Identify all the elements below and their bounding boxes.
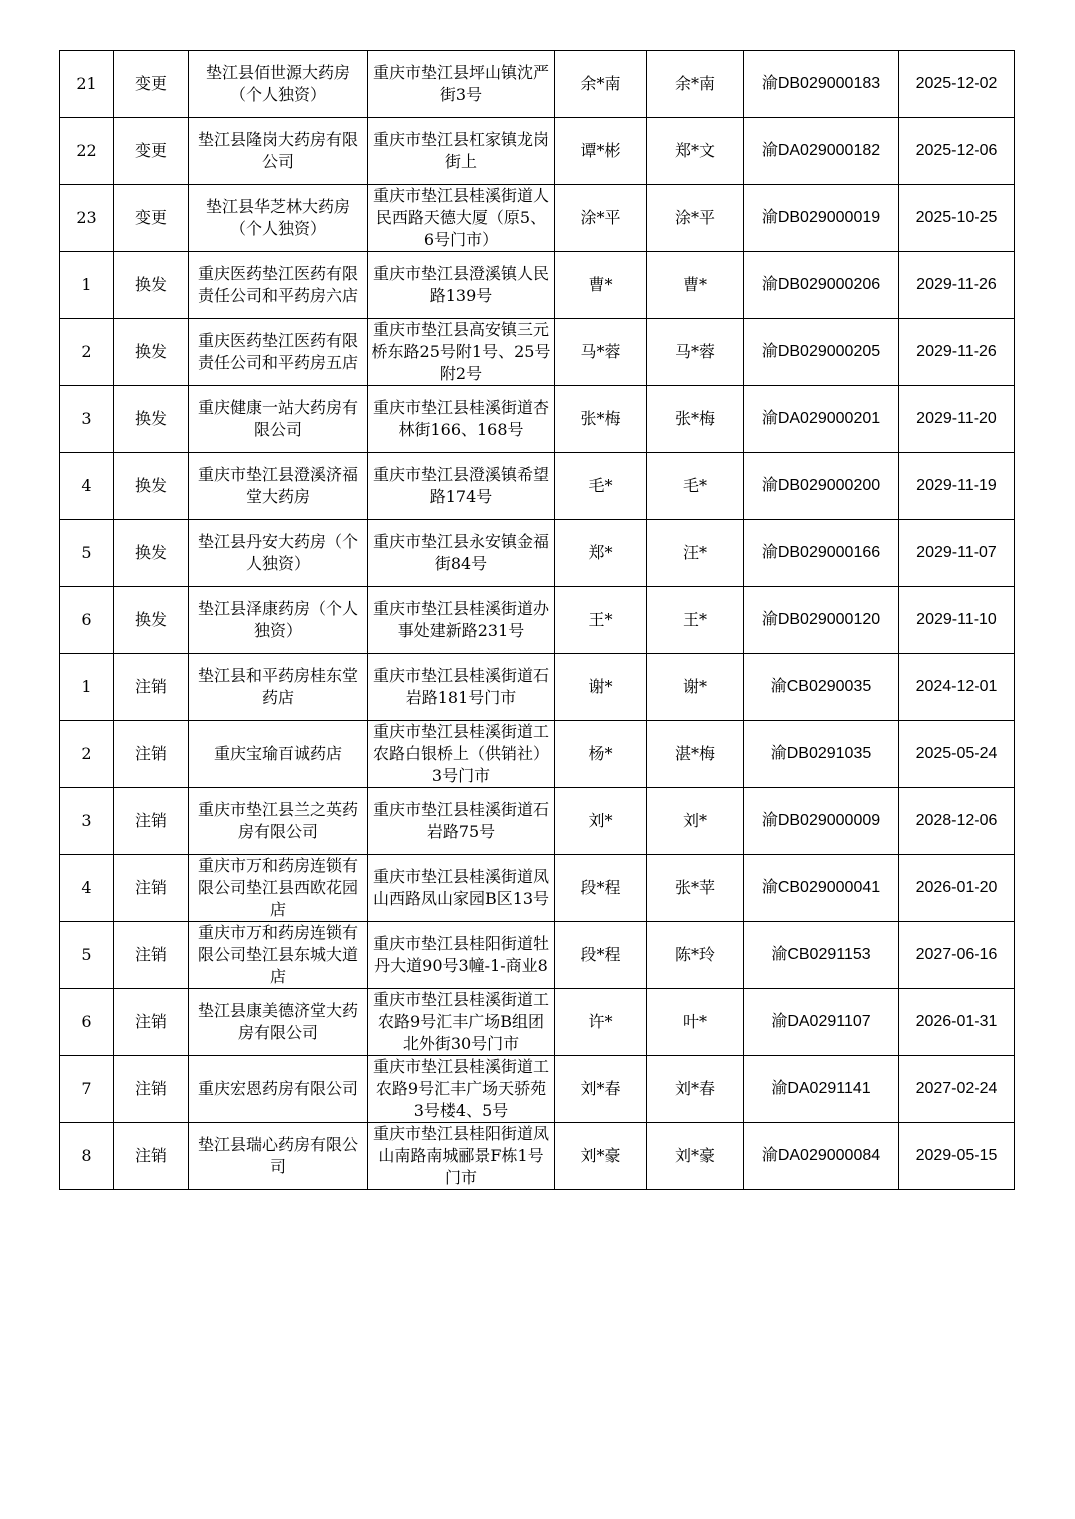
change-type-cell: 变更 <box>114 51 189 118</box>
change-type-cell: 注销 <box>114 855 189 922</box>
license-number-cell: 渝CB0291153 <box>744 922 899 989</box>
expiry-date-cell: 2029-05-15 <box>899 1123 1015 1190</box>
table-row <box>60 118 1015 185</box>
quality-manager-cell: 刘*春 <box>647 1056 744 1123</box>
company-name-cell: 重庆医药垫江医药有限责任公司和平药房六店 <box>189 252 368 319</box>
row-number-cell: 4 <box>60 453 114 520</box>
change-type-cell: 注销 <box>114 989 189 1056</box>
legal-representative-cell: 涂*平 <box>555 185 647 252</box>
address-cell: 重庆市垫江县桂溪街道杏林街166、168号 <box>368 386 555 453</box>
expiry-date-cell: 2027-02-24 <box>899 1056 1015 1123</box>
quality-manager-cell: 涂*平 <box>647 185 744 252</box>
expiry-date-cell: 2027-06-16 <box>899 922 1015 989</box>
company-name-cell: 垫江县和平药房桂东堂药店 <box>189 654 368 721</box>
license-number-cell: 渝CB0290035 <box>744 654 899 721</box>
row-number-cell: 22 <box>60 118 114 185</box>
row-number-cell: 4 <box>60 855 114 922</box>
table-row <box>60 520 1015 587</box>
expiry-date-cell: 2025-12-06 <box>899 118 1015 185</box>
expiry-date-cell: 2024-12-01 <box>899 654 1015 721</box>
company-name-cell: 重庆市垫江县澄溪济福堂大药房 <box>189 453 368 520</box>
expiry-date-cell: 2029-11-07 <box>899 520 1015 587</box>
expiry-date-cell: 2026-01-31 <box>899 989 1015 1056</box>
quality-manager-cell: 张*梅 <box>647 386 744 453</box>
quality-manager-cell: 曹* <box>647 252 744 319</box>
row-number-cell: 7 <box>60 1056 114 1123</box>
quality-manager-cell: 陈*玲 <box>647 922 744 989</box>
address-cell: 重庆市垫江县坪山镇沈严街3号 <box>368 51 555 118</box>
table-row <box>60 386 1015 453</box>
table-row <box>60 51 1015 118</box>
expiry-date-cell: 2029-11-26 <box>899 319 1015 386</box>
quality-manager-cell: 余*南 <box>647 51 744 118</box>
address-cell: 重庆市垫江县桂阳街道凤山南路南城郦景F栋1号门市 <box>368 1123 555 1190</box>
expiry-date-cell: 2025-05-24 <box>899 721 1015 788</box>
table-row <box>60 989 1015 1056</box>
license-number-cell: 渝DA0291141 <box>744 1056 899 1123</box>
legal-representative-cell: 刘*豪 <box>555 1123 647 1190</box>
quality-manager-cell: 毛* <box>647 453 744 520</box>
table-row <box>60 922 1015 989</box>
license-number-cell: 渝DB029000120 <box>744 587 899 654</box>
table-row <box>60 654 1015 721</box>
company-name-cell: 垫江县华芝林大药房（个人独资） <box>189 185 368 252</box>
row-number-cell: 3 <box>60 386 114 453</box>
legal-representative-cell: 刘* <box>555 788 647 855</box>
legal-representative-cell: 谢* <box>555 654 647 721</box>
change-type-cell: 换发 <box>114 453 189 520</box>
license-number-cell: 渝DA0291107 <box>744 989 899 1056</box>
quality-manager-cell: 郑*文 <box>647 118 744 185</box>
row-number-cell: 2 <box>60 319 114 386</box>
change-type-cell: 注销 <box>114 922 189 989</box>
legal-representative-cell: 段*程 <box>555 855 647 922</box>
address-cell: 重庆市垫江县桂阳街道牡丹大道90号3幢-1-商业8 <box>368 922 555 989</box>
license-number-cell: 渝DB029000205 <box>744 319 899 386</box>
company-name-cell: 垫江县瑞心药房有限公司 <box>189 1123 368 1190</box>
address-cell: 重庆市垫江县桂溪街道办事处建新路231号 <box>368 587 555 654</box>
company-name-cell: 垫江县康美德济堂大药房有限公司 <box>189 989 368 1056</box>
address-cell: 重庆市垫江县桂溪街道人民西路天德大厦（原5、6号门市） <box>368 185 555 252</box>
legal-representative-cell: 段*程 <box>555 922 647 989</box>
change-type-cell: 换发 <box>114 252 189 319</box>
license-number-cell: 渝CB029000041 <box>744 855 899 922</box>
legal-representative-cell: 杨* <box>555 721 647 788</box>
company-name-cell: 垫江县丹安大药房（个人独资） <box>189 520 368 587</box>
table-row <box>60 185 1015 252</box>
address-cell: 重庆市垫江县桂溪街道工农路9号汇丰广场B组团北外街30号门市 <box>368 989 555 1056</box>
address-cell: 重庆市垫江县杠家镇龙岗街上 <box>368 118 555 185</box>
company-name-cell: 垫江县泽康药房（个人独资） <box>189 587 368 654</box>
license-number-cell: 渝DA029000201 <box>744 386 899 453</box>
change-type-cell: 换发 <box>114 386 189 453</box>
quality-manager-cell: 湛*梅 <box>647 721 744 788</box>
legal-representative-cell: 许* <box>555 989 647 1056</box>
table-row <box>60 1123 1015 1190</box>
quality-manager-cell: 谢* <box>647 654 744 721</box>
change-type-cell: 换发 <box>114 319 189 386</box>
change-type-cell: 注销 <box>114 1056 189 1123</box>
quality-manager-cell: 汪* <box>647 520 744 587</box>
row-number-cell: 6 <box>60 989 114 1056</box>
legal-representative-cell: 王* <box>555 587 647 654</box>
expiry-date-cell: 2029-11-26 <box>899 252 1015 319</box>
row-number-cell: 21 <box>60 51 114 118</box>
change-type-cell: 变更 <box>114 118 189 185</box>
table-row <box>60 319 1015 386</box>
row-number-cell: 1 <box>60 252 114 319</box>
license-number-cell: 渝DB0291035 <box>744 721 899 788</box>
change-type-cell: 注销 <box>114 1123 189 1190</box>
company-name-cell: 垫江县隆岗大药房有限公司 <box>189 118 368 185</box>
legal-representative-cell: 刘*春 <box>555 1056 647 1123</box>
row-number-cell: 1 <box>60 654 114 721</box>
address-cell: 重庆市垫江县桂溪街道工农路白银桥上（供销社）3号门市 <box>368 721 555 788</box>
legal-representative-cell: 余*南 <box>555 51 647 118</box>
table-row <box>60 252 1015 319</box>
quality-manager-cell: 王* <box>647 587 744 654</box>
company-name-cell: 重庆市万和药房连锁有限公司垫江县东城大道店 <box>189 922 368 989</box>
legal-representative-cell: 谭*彬 <box>555 118 647 185</box>
address-cell: 重庆市垫江县永安镇金福街84号 <box>368 520 555 587</box>
address-cell: 重庆市垫江县桂溪街道石岩路75号 <box>368 788 555 855</box>
expiry-date-cell: 2026-01-20 <box>899 855 1015 922</box>
quality-manager-cell: 刘*豪 <box>647 1123 744 1190</box>
company-name-cell: 垫江县佰世源大药房（个人独资） <box>189 51 368 118</box>
address-cell: 重庆市垫江县澄溪镇希望路174号 <box>368 453 555 520</box>
company-name-cell: 重庆医药垫江医药有限责任公司和平药房五店 <box>189 319 368 386</box>
company-name-cell: 重庆市垫江县兰之英药房有限公司 <box>189 788 368 855</box>
table-row <box>60 453 1015 520</box>
expiry-date-cell: 2029-11-19 <box>899 453 1015 520</box>
expiry-date-cell: 2025-12-02 <box>899 51 1015 118</box>
change-type-cell: 注销 <box>114 788 189 855</box>
row-number-cell: 5 <box>60 922 114 989</box>
change-type-cell: 注销 <box>114 654 189 721</box>
expiry-date-cell: 2029-11-10 <box>899 587 1015 654</box>
row-number-cell: 3 <box>60 788 114 855</box>
table-row <box>60 788 1015 855</box>
table-row <box>60 855 1015 922</box>
license-number-cell: 渝DB029000206 <box>744 252 899 319</box>
legal-representative-cell: 马*蓉 <box>555 319 647 386</box>
change-type-cell: 换发 <box>114 520 189 587</box>
expiry-date-cell: 2025-10-25 <box>899 185 1015 252</box>
quality-manager-cell: 刘* <box>647 788 744 855</box>
table-row <box>60 721 1015 788</box>
change-type-cell: 注销 <box>114 721 189 788</box>
company-name-cell: 重庆健康一站大药房有限公司 <box>189 386 368 453</box>
legal-representative-cell: 曹* <box>555 252 647 319</box>
license-number-cell: 渝DB029000200 <box>744 453 899 520</box>
table-row <box>60 587 1015 654</box>
change-type-cell: 变更 <box>114 185 189 252</box>
change-type-cell: 换发 <box>114 587 189 654</box>
company-name-cell: 重庆市万和药房连锁有限公司垫江县西欧花园店 <box>189 855 368 922</box>
license-number-cell: 渝DB029000009 <box>744 788 899 855</box>
legal-representative-cell: 郑* <box>555 520 647 587</box>
expiry-date-cell: 2029-11-20 <box>899 386 1015 453</box>
legal-representative-cell: 毛* <box>555 453 647 520</box>
row-number-cell: 2 <box>60 721 114 788</box>
quality-manager-cell: 张*苹 <box>647 855 744 922</box>
quality-manager-cell: 叶* <box>647 989 744 1056</box>
table-body <box>60 51 1015 1190</box>
license-number-cell: 渝DB029000019 <box>744 185 899 252</box>
legal-representative-cell: 张*梅 <box>555 386 647 453</box>
row-number-cell: 6 <box>60 587 114 654</box>
address-cell: 重庆市垫江县高安镇三元桥东路25号附1号、25号附2号 <box>368 319 555 386</box>
license-number-cell: 渝DA029000084 <box>744 1123 899 1190</box>
address-cell: 重庆市垫江县桂溪街道石岩路181号门市 <box>368 654 555 721</box>
company-name-cell: 重庆宏恩药房有限公司 <box>189 1056 368 1123</box>
license-number-cell: 渝DA029000182 <box>744 118 899 185</box>
row-number-cell: 8 <box>60 1123 114 1190</box>
expiry-date-cell: 2028-12-06 <box>899 788 1015 855</box>
row-number-cell: 23 <box>60 185 114 252</box>
address-cell: 重庆市垫江县桂溪街道工农路9号汇丰广场天骄苑3号楼4、5号 <box>368 1056 555 1123</box>
pharmacy-license-table <box>59 50 1015 1190</box>
license-number-cell: 渝DB029000166 <box>744 520 899 587</box>
quality-manager-cell: 马*蓉 <box>647 319 744 386</box>
address-cell: 重庆市垫江县桂溪街道凤山西路凤山家园B区13号 <box>368 855 555 922</box>
license-number-cell: 渝DB029000183 <box>744 51 899 118</box>
company-name-cell: 重庆宝瑜百诚药店 <box>189 721 368 788</box>
address-cell: 重庆市垫江县澄溪镇人民路139号 <box>368 252 555 319</box>
row-number-cell: 5 <box>60 520 114 587</box>
table-row <box>60 1056 1015 1123</box>
